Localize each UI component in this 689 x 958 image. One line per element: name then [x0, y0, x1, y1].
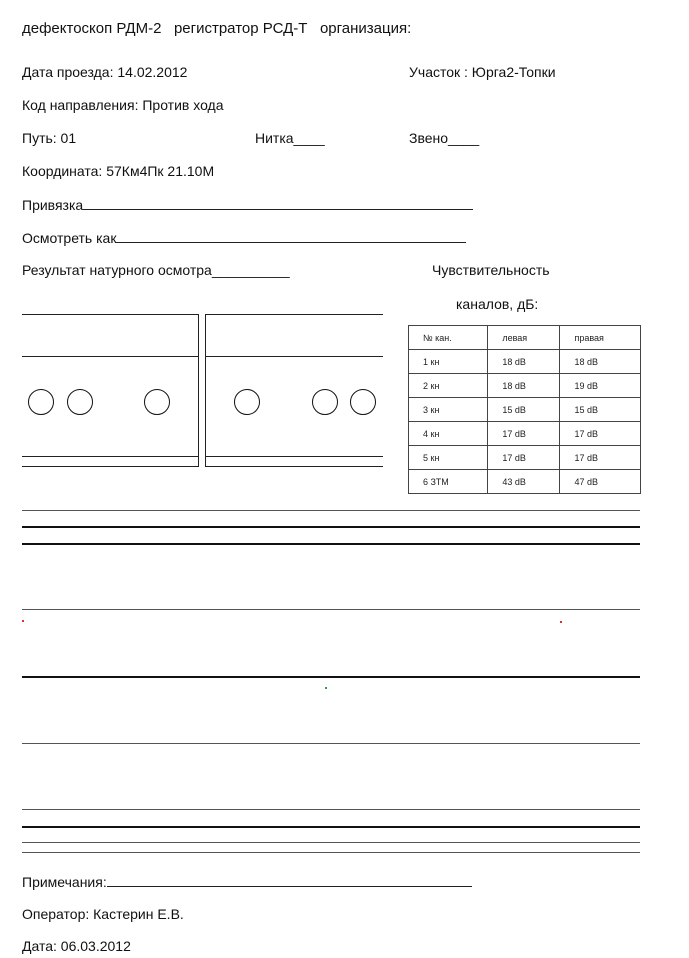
bolt-hole-1 — [28, 389, 54, 415]
rail-left-lower — [22, 456, 198, 457]
chart-line-thick — [22, 826, 640, 828]
recorder-name: регистратор РСД-Т — [173, 20, 308, 37]
inspect-as-field — [22, 229, 466, 246]
rail-right-end — [205, 314, 206, 467]
section: Участок : Юрга2-Топки — [409, 64, 556, 80]
left-value-cell: 18 dB — [488, 350, 560, 374]
channel-cell: 3 кн — [409, 398, 488, 422]
link: Звено____ — [409, 130, 480, 146]
chart-line-thick — [22, 676, 640, 678]
table-row — [409, 398, 641, 422]
device-name: дефектоскоп РДМ-2 — [22, 20, 162, 37]
notes-label: Примечания: — [22, 874, 107, 890]
right-value-cell: 17 dB — [560, 422, 641, 446]
right-value-cell: 17 dB — [560, 446, 641, 470]
track: Путь: 01 — [22, 130, 77, 146]
right-value-cell: 15 dB — [560, 398, 641, 422]
left-value-cell: 43 dB — [488, 470, 560, 494]
rail-right-bottom — [205, 466, 383, 467]
left-value-cell: 17 dB — [488, 446, 560, 470]
channel-cell: 5 кн — [409, 446, 488, 470]
operator: Оператор: Кастерин Е.В. — [22, 906, 184, 922]
left-value-cell: 17 dB — [488, 422, 560, 446]
rail-left-upper — [22, 356, 198, 357]
right-value-cell: 47 dB — [560, 470, 641, 494]
chart-line-thick — [22, 526, 640, 528]
report-date: Дата: 06.03.2012 — [22, 938, 131, 954]
bolt-hole-4 — [234, 389, 260, 415]
table-row — [409, 446, 641, 470]
rail-left-top — [22, 314, 198, 315]
sensitivity-table — [408, 325, 641, 494]
chart-line-thick — [22, 543, 640, 545]
bolt-hole-2 — [67, 389, 93, 415]
date-passage: Дата проезда: 14.02.2012 — [22, 64, 188, 80]
sensitivity-title-1: Чувствительность — [432, 262, 550, 278]
chart-line — [22, 609, 640, 610]
inspection-result: Результат натурного осмотра__________ — [22, 262, 290, 278]
chart-line — [22, 743, 640, 744]
notes-blank — [107, 873, 472, 887]
bolt-hole-6 — [350, 389, 376, 415]
bolt-hole-5 — [312, 389, 338, 415]
sensitivity-title-2: каналов, дБ: — [456, 296, 539, 312]
chart-line — [22, 809, 640, 810]
green-mark — [325, 687, 327, 689]
chart-line — [22, 842, 640, 843]
right-value-cell: 18 dB — [560, 350, 641, 374]
table-header-row — [409, 326, 641, 350]
channel-cell: 1 кн — [409, 350, 488, 374]
red-mark — [560, 621, 562, 623]
coordinate: Координата: 57Км4Пк 21.10М — [22, 163, 215, 179]
inspect-as-label: Осмотреть как — [22, 230, 117, 246]
bolt-hole-3 — [144, 389, 170, 415]
table-row — [409, 470, 641, 494]
channel-cell: 6 ЗТМ — [409, 470, 488, 494]
direction-code: Код направления: Против хода — [22, 97, 224, 113]
rail-left-end — [198, 314, 199, 467]
notes-field — [22, 873, 472, 890]
left-value-cell: 18 dB — [488, 374, 560, 398]
binding-field — [22, 196, 473, 213]
rail-right-lower — [205, 456, 383, 457]
rail-left-bottom — [22, 466, 198, 467]
table-row — [409, 374, 641, 398]
binding-blank — [83, 196, 473, 210]
channel-cell: 4 кн — [409, 422, 488, 446]
inspect-as-blank — [116, 229, 466, 243]
red-mark — [22, 620, 24, 622]
table-header: левая — [488, 326, 560, 350]
chart-line — [22, 510, 640, 511]
chart-line — [22, 852, 640, 853]
thread: Нитка____ — [255, 130, 325, 146]
right-value-cell: 19 dB — [560, 374, 641, 398]
table-header: правая — [560, 326, 641, 350]
channel-cell: 2 кн — [409, 374, 488, 398]
organization-label: организация: — [319, 20, 412, 37]
table-row — [409, 422, 641, 446]
left-value-cell: 15 dB — [488, 398, 560, 422]
table-header: № кан. — [409, 326, 488, 350]
binding-label: Привязка — [22, 197, 84, 213]
header-line — [22, 21, 411, 37]
rail-right-upper — [205, 356, 383, 357]
rail-right-top — [205, 314, 383, 315]
table-row — [409, 350, 641, 374]
